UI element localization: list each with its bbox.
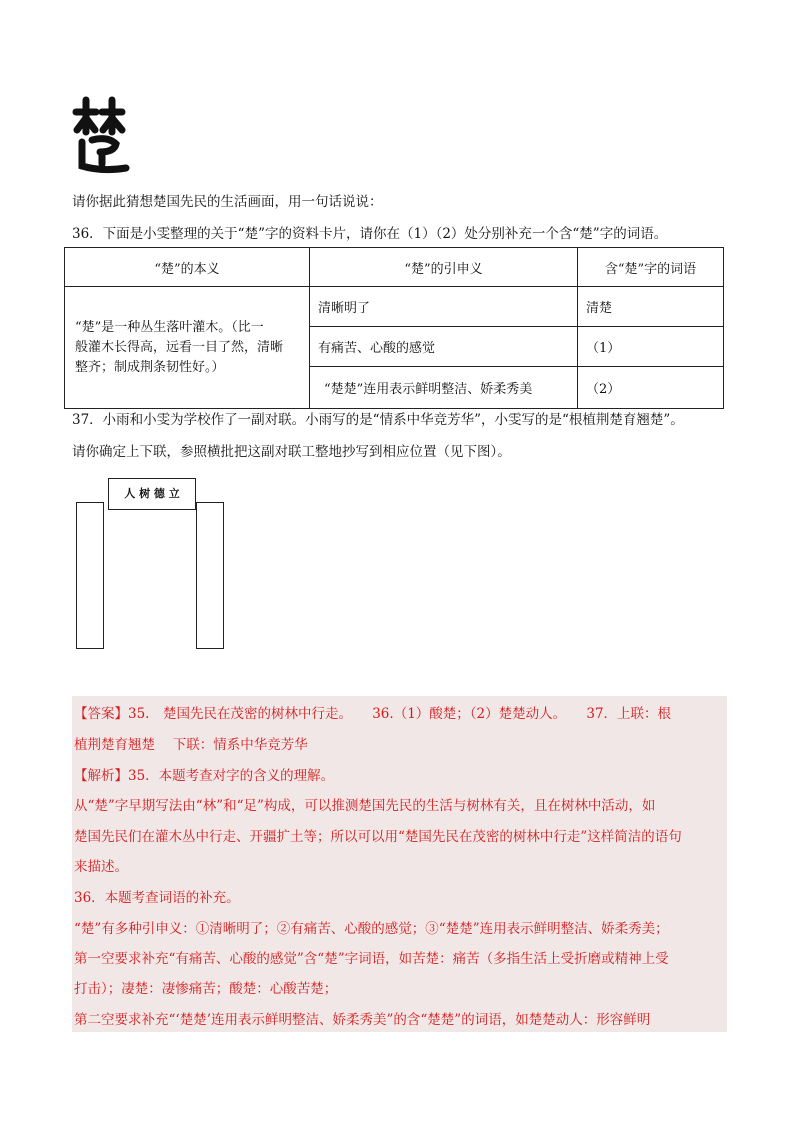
couplet-right-scroll: [196, 502, 224, 649]
analysis-line: 来描述。: [74, 859, 128, 875]
analysis-line: 36．本题考查词语的补充。: [74, 890, 240, 906]
header-original-meaning: “楚”的本义: [65, 248, 310, 287]
info-card-table: [64, 247, 724, 409]
analysis-line: 楚国先民们在灌木丛中行走、开疆扩土等；所以可以用“楚国先民在茂密的树林中行走”这样简洁的语句: [74, 829, 682, 845]
answer-line: 植荆楚育翘楚 下联：情系中华竞芳华: [74, 737, 308, 753]
q36-prompt: 36．下面是小雯整理的关于“楚”字的资料卡片，请你在（1）（2）处分别补充一个含“楚”字的词语。: [72, 226, 668, 242]
word-blank-2: （2）: [578, 367, 724, 409]
meaning-cell: “楚楚”连用表示鲜明整洁、娇柔秀美: [310, 367, 578, 409]
analysis-line: 打击）；凄楚：凄惨痛苦；酸楚：心酸苦楚；: [74, 981, 338, 997]
analysis-line: 从“楚”字早期写法由“林”和“足”构成，可以推测楚国先民的生活与树林有关，且在树林中活动，如: [74, 798, 656, 814]
header-extended-meaning: “楚”的引申义: [310, 248, 578, 287]
couplet-banner: 人 树 德 立: [108, 478, 196, 510]
word-blank-1: （1）: [578, 327, 724, 367]
word-cell: 清楚: [578, 287, 724, 327]
definition-line: “楚”是一种丛生落叶灌木。（比一: [75, 319, 264, 335]
definition-line: 整齐；制成荆条韧性好。）: [75, 359, 225, 375]
analysis-line: 第二空要求补充“‘楚楚’连用表示鲜明整洁、娇柔秀美”的含“楚楚”的词语，如楚楚动人：形容鲜明: [74, 1012, 651, 1028]
analysis-line: “楚”有多种引申义：①清晰明了；②有痛苦、心酸的感觉；③“楚楚”连用表示鲜明整洁、娇柔秀美；: [74, 921, 669, 937]
meaning-cell: 有痛苦、心酸的感觉: [310, 327, 578, 367]
answer-line: 【答案】35. 楚国先民在茂密的树林中行走。 36.（1）酸楚；（2）楚楚动人。 37．上联：根: [74, 706, 672, 722]
meaning-cell: 清晰明了: [310, 287, 578, 327]
definition-cell: [65, 287, 310, 409]
couplet-left-scroll: [76, 502, 104, 649]
q35-prompt: 请你据此猜想楚国先民的生活画面，用一句话说说：: [72, 194, 383, 210]
q37-line2: 请你确定上下联，参照横批把这副对联工整地抄写到相应位置（见下图）。: [72, 444, 511, 460]
definition-line: 般灌木长得高，远看一目了然，清晰: [75, 339, 284, 355]
analysis-line: 【解析】35．本题考查对字的含义的理解。: [74, 768, 335, 784]
couplet-diagram: [72, 478, 232, 653]
header-words: 含“楚”字的词语: [578, 248, 724, 287]
seal-script-chu-icon: [72, 96, 132, 176]
q37-line1: 37．小雨和小雯为学校作了一副对联。小雨写的是“情系中华竞芳华”，小雯写的是“根植荆楚育翘楚”。: [72, 412, 684, 428]
analysis-line: 第一空要求补充“有痛苦、心酸的感觉”含“楚”字词语，如苦楚：痛苦（多指生活上受折磨或精神上受: [74, 951, 669, 967]
